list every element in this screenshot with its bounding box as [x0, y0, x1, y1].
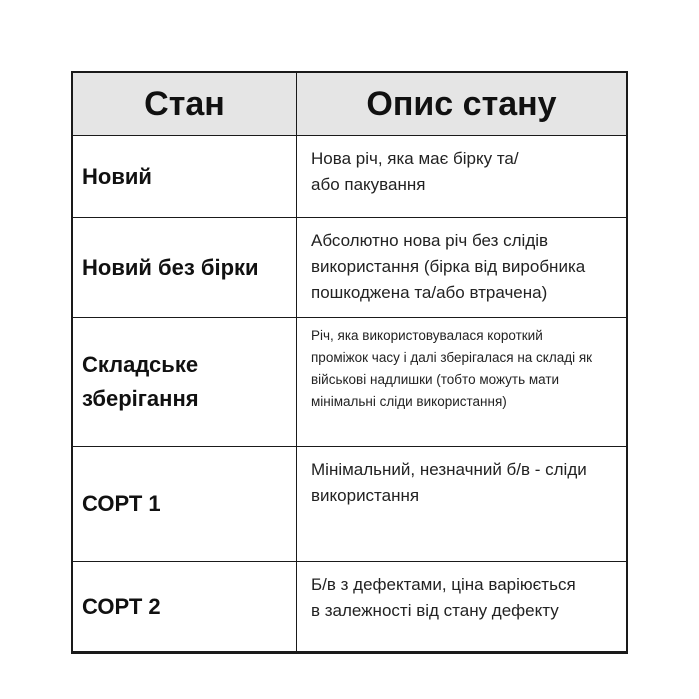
header-description: Опис стану — [297, 73, 626, 136]
row-description: Нова річ, яка має бірку та/ або пакування — [297, 136, 626, 218]
row-state: Новий без бірки — [73, 218, 297, 318]
row-description: Абсолютно нова річ без слідів використання (бірка від виробника пошкоджена та/або втрачена) — [297, 218, 626, 318]
row-state: СОРТ 2 — [73, 562, 297, 652]
row-state: Новий — [73, 136, 297, 218]
row-description: Мінімальний, незначний б/в - сліди використання — [297, 447, 626, 562]
row-description: Річ, яка використовувалася короткий проміжок часу і далі зберігалася на складі як військові надлишки (тобто можуть мати мінімальні сліди використання) — [297, 318, 626, 447]
condition-table — [71, 71, 628, 654]
row-state: Складське зберігання — [73, 318, 297, 447]
row-state: СОРТ 1 — [73, 447, 297, 562]
row-description: Б/в з дефектами, ціна варіюється в залежності від стану дефекту — [297, 562, 626, 652]
header-state: Стан — [73, 73, 297, 136]
